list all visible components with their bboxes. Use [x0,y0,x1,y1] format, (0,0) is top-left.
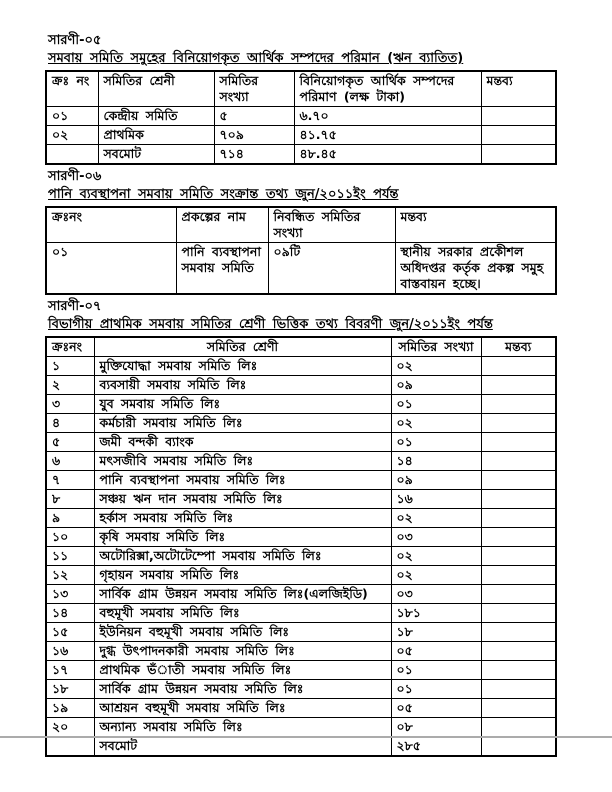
table-cell [46,737,94,757]
table-cell: ১৯ [46,699,94,718]
table-cell: ০৩ [391,585,481,604]
table-cell: সঞ্চয় ঋন দান সমবায় সমিতি লিঃ [94,490,391,509]
table-cell [46,145,98,165]
table-cell: পানি ব্যবস্থাপনা সমবায় সমিতি লিঃ [94,471,391,490]
table-cell: ১৭ [46,661,94,680]
table-cell: ০৫ [391,699,481,718]
table-cell: ৫ [214,107,294,126]
table-cell: অন্যান্য সমবায় সমিতি লিঃ [94,718,391,737]
table-cell: কৃষি সমবায় সমিতি লিঃ [94,528,391,547]
table-cell: ০৯টি [268,243,395,295]
header-cell: নিবন্ধিত সমিতির সংখ্যা [268,207,395,243]
table-cell: সবমোট [94,737,391,757]
table-cell [481,566,556,585]
table-cell: মুক্তিযোদ্ধা সমবায় সমিতি লিঃ [94,357,391,376]
table-row [46,699,556,718]
table-cell [481,414,556,433]
table-row [46,376,556,395]
table-cell: ৪৮.৪৫ [294,145,481,165]
table-cell: ০৫ [391,642,481,661]
table-cell [481,471,556,490]
table-cell: ১০ [46,528,94,547]
table-row [46,145,556,165]
table-cell: দুগ্ধ উৎপাদনকারী সমবায় সমিতি লিঃ [94,642,391,661]
table-cell: ০২ [391,509,481,528]
table-cell [481,357,556,376]
table-cell: ০২ [391,566,481,585]
table-cell: ০৯ [391,376,481,395]
table-cell: ২০ [46,718,94,737]
table-05-head [46,71,556,107]
table-cell: ০৮ [391,718,481,737]
table-cell: আশ্রয়ন বহুমূখী সমবায় সমিতি লিঃ [94,699,391,718]
table-05-body [46,107,556,165]
table-cell: ০২ [46,126,98,145]
header-cell: মন্তব্য [395,207,556,243]
table-cell: কেন্দ্রীয় সমিতি [98,107,214,126]
table-cell: পানি ব্যবস্থাপনা সমবায় সমিতি [176,243,268,295]
table-row [46,243,556,295]
table-cell: ১১ [46,547,94,566]
table-cell [481,145,556,165]
table-cell [481,376,556,395]
table-06-title: সারণী-০৬ [48,169,102,184]
table-cell: ব্যবসায়ী সমবায় সমিতি লিঃ [94,376,391,395]
table-cell: ১৬ [391,490,481,509]
table-cell: ২ [46,376,94,395]
table-cell: ১৫ [46,623,94,642]
table-cell: ০১ [391,395,481,414]
table-cell: জমী বন্দকী ব্যাংক [94,433,391,452]
table-cell: ৪১.৭৫ [294,126,481,145]
table-cell [481,528,556,547]
table-row [46,452,556,471]
table-row [46,604,556,623]
table-row [46,661,556,680]
table-06-subtitle: পানি ব্যবস্থাপনা সমবায় সমিতি সংক্রান্ত তথ্য জুন/২০১১ইং পর্যন্ত [48,187,399,202]
table-cell [481,107,556,126]
table-row [46,566,556,585]
table-cell: ১৩ [46,585,94,604]
table-cell [481,604,556,623]
table-cell [481,433,556,452]
table-cell [481,547,556,566]
table-row [46,509,556,528]
table-row [46,395,556,414]
header-cell: মন্তব্য [481,71,556,107]
table-cell: ০২ [391,357,481,376]
table-cell: সার্বিক গ্রাম উন্নয়ন সমবায় সমিতি লিঃ [94,680,391,699]
table-cell: ১৪ [46,604,94,623]
table-cell: ১৬ [46,642,94,661]
header-cell: প্রকল্পের নাম [176,207,268,243]
header-cell: সমিতির সংখ্যা [214,71,294,107]
table-row [46,547,556,566]
table-cell: ০১ [46,107,98,126]
table-row [46,433,556,452]
header-cell: সমিতির শ্রেণী [94,337,391,357]
table-06-water-management [45,206,557,295]
table-cell: ০১ [391,433,481,452]
table-07-head [46,337,556,357]
table-cell: ০২ [391,414,481,433]
table-cell: ১৮ [46,680,94,699]
table-05-subtitle: সমবায় সমিতি সমুহের বিনিয়োগকৃত আর্থিক সম্পদের পরিমান (ঋন ব্যাতিত) [48,51,464,66]
table-cell: সবমোট [98,145,214,165]
table-05-investment-assets [45,70,557,165]
section-table-06 [45,169,590,295]
table-cell: ৯ [46,509,94,528]
table-cell [481,699,556,718]
table-row [46,642,556,661]
table-cell [481,661,556,680]
table-row [46,107,556,126]
table-cell: হর্কাস সমবায় সমিতি লিঃ [94,509,391,528]
table-cell: ইউনিয়ন বহুমূখী সমবায় সমিতি লিঃ [94,623,391,642]
table-cell: ১৮ [391,623,481,642]
table-cell [481,585,556,604]
header-cell: মন্তব্য [481,337,556,357]
header-row [46,207,556,243]
table-cell: ৬.৭০ [294,107,481,126]
table-07-body [46,357,556,757]
header-cell: সমিতির শ্রেনী [98,71,214,107]
table-cell: গৃহায়ন সমবায় সমিতি লিঃ [94,566,391,585]
table-cell: অটোরিক্সা,অটোটেম্পো সমবায় সমিতি লিঃ [94,547,391,566]
table-cell: স্থানীয় সরকার প্রকেীশল অধিদপ্তর কর্তৃক প্রকল্প সমুহ বাস্তবায়ন হচ্ছে। [395,243,556,295]
header-cell: সমিতির সংখ্যা [391,337,481,357]
table-cell: যুব সমবায় সমিতি লিঃ [94,395,391,414]
table-row [46,680,556,699]
table-05-title: সারণী-০৫ [48,33,102,48]
table-cell: ৮ [46,490,94,509]
table-cell [481,718,556,737]
table-cell: ০৩ [391,528,481,547]
table-cell: ১২ [46,566,94,585]
table-cell: ২৮৫ [391,737,481,757]
header-row [46,71,556,107]
table-cell: ০২ [391,547,481,566]
table-row [46,126,556,145]
table-cell: ৬ [46,452,94,471]
table-row [46,414,556,433]
table-cell [481,490,556,509]
table-cell: মৎসজীবি সমবায় সমিতি লিঃ [94,452,391,471]
table-cell [481,680,556,699]
header-cell: বিনিয়োগকৃত আর্থিক সম্পদের পরিমাণ (লক্ষ টাকা) [294,71,481,107]
table-cell: ৩ [46,395,94,414]
table-row [46,737,556,757]
table-cell: ০১ [391,680,481,699]
table-row [46,357,556,376]
header-cell: ক্রঃ নং [46,71,98,107]
table-cell: ৭১৪ [214,145,294,165]
table-cell: ০১ [391,661,481,680]
header-row [46,337,556,357]
table-row [46,528,556,547]
table-cell: ৫ [46,433,94,452]
table-07-society-classes [45,336,557,757]
table-row [46,585,556,604]
table-cell [481,737,556,757]
table-cell: প্রাথমিক [98,126,214,145]
header-cell: ক্রঃনং [46,337,94,357]
table-row [46,623,556,642]
table-cell [481,623,556,642]
table-06-head [46,207,556,243]
table-cell: ০১ [46,243,176,295]
table-cell: ১ [46,357,94,376]
section-table-05 [45,33,590,165]
table-cell: ৭০৯ [214,126,294,145]
table-06-body [46,243,556,295]
table-cell [481,642,556,661]
table-cell: কর্মচারী সমবায় সমিতি লিঃ [94,414,391,433]
section-table-07 [45,299,590,757]
table-cell [481,126,556,145]
table-cell: সার্বিক গ্রাম উন্নয়ন সমবায় সমিতি লিঃ(এলজিইডি) [94,585,391,604]
table-07-subtitle: বিভাগীয় প্রাথমিক সমবায় সমিতির শ্রেণী ভিত্তিক তথ্য বিবরণী জুন/২০১১ইং পর্যন্ত [48,317,493,332]
table-row [46,718,556,737]
table-cell [481,452,556,471]
table-cell: ১৮১ [391,604,481,623]
header-cell: ক্রঃনং [46,207,176,243]
table-cell: ৭ [46,471,94,490]
table-07-title: সারণী-০৭ [48,299,102,314]
table-cell: ১৪ [391,452,481,471]
page-bottom-rule [0,736,612,738]
table-row [46,471,556,490]
table-cell: বহুমূখী সমবায় সমিতি লিঃ [94,604,391,623]
table-cell [481,509,556,528]
table-cell [481,395,556,414]
table-row [46,490,556,509]
table-cell: ৪ [46,414,94,433]
table-cell: ০৯ [391,471,481,490]
table-cell: প্রাথমিক ভঁাতী সমবায় সমিতি লিঃ [94,661,391,680]
